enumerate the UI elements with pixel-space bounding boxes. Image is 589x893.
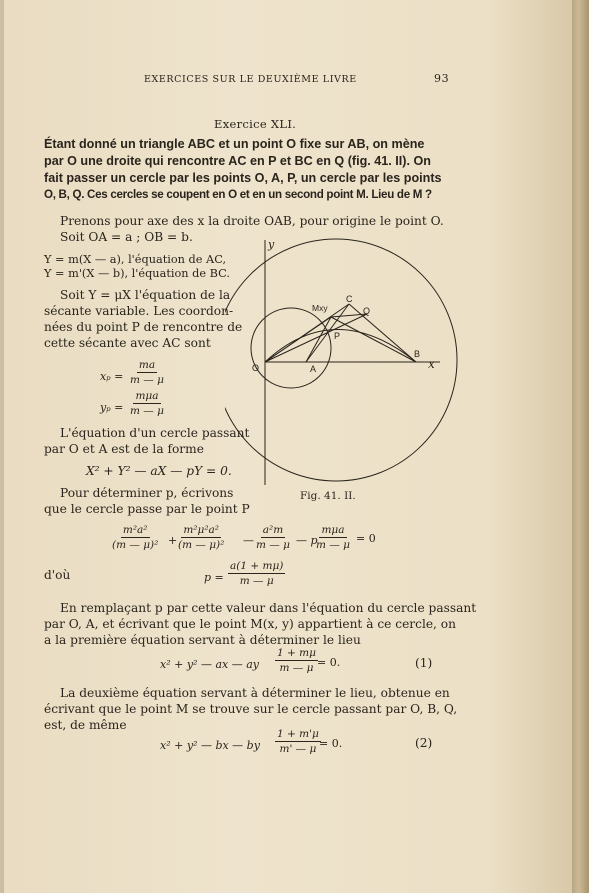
text-line: Y = m(X — a), l'équation de AC, bbox=[44, 253, 227, 266]
text-line: En remplaçant p par cette valeur dans l'équation du cercle passant bbox=[60, 601, 477, 615]
math-term: — p bbox=[296, 534, 318, 547]
fraction-denominator: m — μ bbox=[279, 662, 314, 674]
fraction bbox=[275, 647, 318, 674]
text-line: Prenons pour axe des x la droite OAB, pour origine le point O. bbox=[60, 214, 444, 228]
fraction-denominator: m' — μ bbox=[279, 743, 317, 755]
fraction bbox=[178, 524, 224, 551]
fraction bbox=[228, 560, 285, 587]
text-line: que le cercle passe par le point P bbox=[44, 502, 250, 516]
fraction-numerator: mμa bbox=[321, 524, 345, 536]
label-o: O bbox=[252, 363, 260, 373]
label-y: y bbox=[268, 238, 275, 251]
math-operator: + bbox=[168, 534, 178, 547]
fraction-numerator: 1 + mμ bbox=[277, 647, 316, 659]
side-bc bbox=[349, 304, 416, 362]
fraction bbox=[130, 359, 164, 386]
text-line: Soit OA = a ; OB = b. bbox=[60, 230, 193, 244]
label-m: Mxy bbox=[312, 303, 328, 313]
statement-line: fait passer un cercle par les points O, A, P, un cercle par les points bbox=[44, 171, 442, 185]
label-b: B bbox=[414, 349, 421, 359]
circle-equation: X² + Y² — aX — pY = 0. bbox=[86, 464, 232, 478]
label-q: Q bbox=[363, 306, 371, 316]
equation-number: (2) bbox=[415, 736, 433, 750]
circle-oap bbox=[251, 308, 331, 388]
fraction-denominator: m — μ bbox=[316, 539, 350, 551]
fraction bbox=[275, 728, 321, 755]
running-header: EXERCICES SUR LE DEUXIÈME LIVRE bbox=[144, 74, 357, 85]
math-lhs: x² + y² — ax — ay bbox=[160, 658, 259, 671]
fraction-numerator: 1 + m'μ bbox=[277, 728, 319, 740]
math-equals: = 0. bbox=[319, 737, 343, 750]
fraction-denominator: (m — μ)² bbox=[112, 539, 159, 551]
fraction-denominator: m — μ bbox=[256, 539, 290, 551]
math-equals: = 0. bbox=[317, 656, 341, 669]
math-equals: = 0 bbox=[356, 532, 376, 545]
fraction-denominator: m — μ bbox=[130, 374, 164, 386]
text-line: sécante variable. Les coordon- bbox=[44, 304, 234, 318]
fraction-numerator: m²μ²a² bbox=[183, 524, 220, 536]
page-number: 93 bbox=[434, 72, 450, 85]
text-line: Pour déterminer p, écrivons bbox=[60, 486, 234, 500]
fraction bbox=[256, 524, 290, 551]
fraction-numerator: a(1 + mμ) bbox=[230, 560, 284, 572]
text-line: La deuxième équation servant à déterminer le lieu, obtenue en bbox=[60, 686, 450, 700]
chord-am bbox=[306, 317, 331, 362]
page-edge bbox=[572, 0, 589, 893]
label-c: C bbox=[346, 294, 353, 304]
fraction bbox=[130, 390, 164, 417]
text-line: est, de même bbox=[44, 718, 127, 732]
text-line: écrivant que le point M se trouve sur le cercle passant par O, B, Q, bbox=[44, 702, 458, 716]
text-line: par O, A, et écrivant que le point M(x, y) appartient à ce cercle, on bbox=[44, 617, 456, 631]
math-lhs: p = bbox=[204, 571, 224, 584]
fraction-denominator: m — μ bbox=[130, 405, 164, 417]
text-line: par O et A est de la forme bbox=[44, 442, 204, 456]
math-operator: — bbox=[243, 534, 254, 547]
secant-line bbox=[265, 314, 367, 362]
text-line: Soit Y = μX l'équation de la bbox=[60, 288, 231, 302]
statement-line: O, B, Q. Ces cercles se coupent en O et en un second point M. Lieu de M ? bbox=[44, 188, 432, 201]
circle-obq bbox=[225, 239, 457, 481]
text-line: nées du point P de rencontre de bbox=[44, 320, 243, 334]
fraction-numerator: mμa bbox=[135, 390, 159, 402]
text-line: L'équation d'un cercle passant bbox=[60, 426, 250, 440]
math-lhs: xₚ = bbox=[100, 370, 124, 383]
text-line: Y = m'(X — b), l'équation de BC. bbox=[44, 267, 230, 280]
text-line: a la première équation servant à déterminer le lieu bbox=[44, 633, 361, 647]
equation-number: (1) bbox=[415, 656, 433, 670]
fraction-denominator: (m — μ)² bbox=[178, 539, 225, 551]
label-p: P bbox=[334, 331, 341, 341]
fraction-numerator: a²m bbox=[262, 524, 284, 536]
text-line: d'où bbox=[44, 568, 71, 582]
arc-obm bbox=[265, 330, 416, 363]
figure-caption: Fig. 41. II. bbox=[300, 490, 356, 502]
text-line: cette sécante avec AC sont bbox=[44, 336, 211, 350]
fraction bbox=[316, 524, 350, 551]
chord-mb bbox=[331, 317, 416, 362]
exercise-title: Exercice XLI. bbox=[214, 117, 297, 131]
fraction bbox=[112, 524, 158, 551]
statement-line: par O une droite qui rencontre AC en P et BC en Q (fig. 41. II). On bbox=[44, 154, 431, 168]
label-x: x bbox=[428, 357, 435, 371]
label-a: A bbox=[310, 364, 317, 374]
math-lhs: yₚ = bbox=[100, 401, 124, 414]
fraction-numerator: m²a² bbox=[122, 524, 148, 536]
fraction-denominator: m — μ bbox=[239, 575, 274, 587]
math-lhs: x² + y² — bx — by bbox=[160, 739, 260, 752]
fraction-numerator: ma bbox=[138, 359, 156, 371]
statement-line: Étant donné un triangle ABC et un point O fixe sur AB, on mène bbox=[44, 137, 425, 151]
